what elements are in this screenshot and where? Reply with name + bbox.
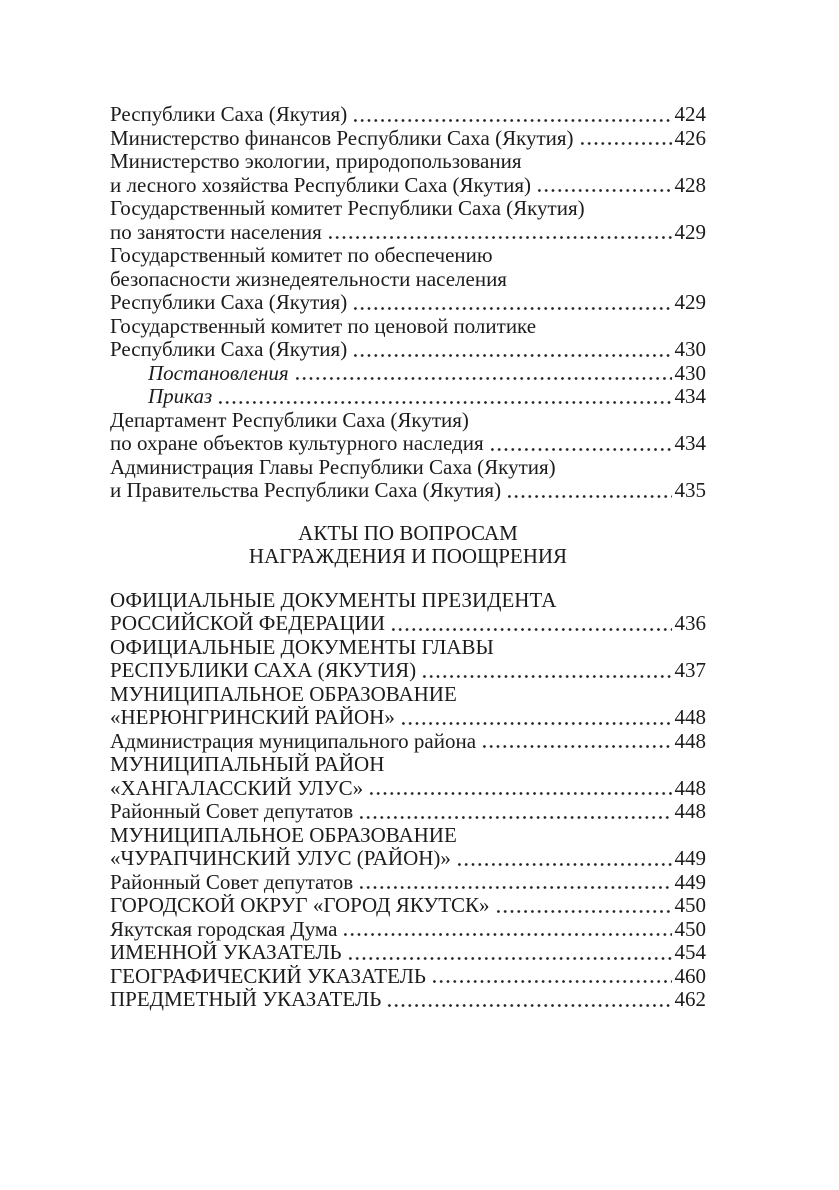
toc-entry-line xyxy=(110,965,706,989)
toc-entry-text: по занятости населения xyxy=(110,219,322,244)
toc-entry-line xyxy=(110,589,706,613)
dot-leader xyxy=(294,376,672,381)
dot-leader xyxy=(352,353,671,358)
toc-entry-line xyxy=(110,659,706,683)
toc-entry-text: Республики Саха (Якутия) xyxy=(110,337,348,361)
toc-entry-text: РЕСПУБЛИКИ САХА (ЯКУТИЯ) xyxy=(110,658,417,682)
toc-entry-page-number: 428 xyxy=(674,172,706,197)
toc-entry-line xyxy=(110,103,706,127)
toc-entry-text: МУНИЦИПАЛЬНОЕ ОБРАЗОВАНИЕ xyxy=(110,822,457,847)
toc-entry-line xyxy=(110,730,706,754)
toc-entry-line xyxy=(110,918,706,942)
toc-entry-line xyxy=(110,244,706,268)
toc-section-awards xyxy=(110,589,706,1012)
toc-entry-text: Государственный комитет по обеспечению xyxy=(110,243,493,267)
toc-entry-line xyxy=(110,409,706,433)
toc-entry-page-number: 434 xyxy=(674,431,706,455)
dot-leader xyxy=(217,400,671,405)
toc-entry-line xyxy=(110,706,706,730)
toc-entry-line xyxy=(110,636,706,660)
toc-entry-text: Приказ xyxy=(148,384,213,408)
toc-entry-text: Министерство финансов Республики Саха (Якутия) xyxy=(110,125,574,150)
toc-entry-line xyxy=(110,894,706,918)
toc-entry-page-number: 437 xyxy=(674,658,706,682)
toc-entry-page-number: 449 xyxy=(674,846,706,870)
toc-entry-line xyxy=(110,291,706,315)
toc-entry-line xyxy=(110,174,706,198)
dot-leader xyxy=(327,235,672,240)
toc-entry-text: «НЕРЮНГРИНСКИЙ РАЙОН» xyxy=(110,705,395,729)
dot-leader xyxy=(358,815,671,820)
toc-entry-text: по охране объектов культурного наследия xyxy=(110,431,484,455)
dot-leader xyxy=(481,744,671,749)
toc-entry-text: Департамент Республики Саха (Якутия) xyxy=(110,407,469,432)
dot-leader xyxy=(506,494,671,499)
dot-leader xyxy=(400,721,672,726)
toc-entry-line xyxy=(110,432,706,456)
toc-entry-line xyxy=(110,753,706,777)
dot-leader xyxy=(352,306,671,311)
dot-leader xyxy=(390,627,672,632)
toc-entry-page-number: 436 xyxy=(674,611,706,635)
toc-entry-text: и Правительства Республики Саха (Якутия) xyxy=(110,478,502,502)
toc-entry-line xyxy=(110,150,706,174)
dot-leader xyxy=(368,791,671,796)
toc-entry-page-number: 429 xyxy=(674,219,706,244)
dot-leader xyxy=(431,979,672,984)
dot-leader xyxy=(358,885,671,890)
dot-leader xyxy=(536,188,671,193)
toc-entry-text: Государственный комитет Республики Саха (Якутия) xyxy=(110,196,585,220)
toc-entry-page-number: 429 xyxy=(674,290,706,314)
toc-entry-line xyxy=(110,456,706,480)
toc-entry-page-number: 448 xyxy=(674,728,706,753)
toc-entry-text: Районный Совет депутатов xyxy=(110,869,354,894)
toc-entry-text: безопасности жизнедеятельности населения xyxy=(110,266,507,291)
dot-leader xyxy=(386,1003,671,1008)
toc-entry-text: РОССИЙСКОЙ ФЕДЕРАЦИИ xyxy=(110,611,385,635)
toc-entry-page-number: 448 xyxy=(674,799,706,823)
toc-section-government-bodies xyxy=(110,103,706,503)
toc-entry-page-number: 434 xyxy=(674,384,706,408)
toc-entry-line xyxy=(110,127,706,151)
toc-entry-page-number: 462 xyxy=(674,987,706,1011)
toc-entry-page-number: 454 xyxy=(674,940,706,964)
toc-entry-text: ИМЕННОЙ УКАЗАТЕЛЬ xyxy=(110,940,342,964)
dot-leader xyxy=(421,674,671,679)
toc-entry-page-number: 430 xyxy=(674,360,706,385)
toc-entry-text: Республики Саха (Якутия) xyxy=(110,102,348,126)
dot-leader xyxy=(347,956,672,961)
dot-leader xyxy=(342,932,671,937)
toc-entry-line xyxy=(110,941,706,965)
dot-leader xyxy=(579,141,672,146)
toc-entry-text: Постановления xyxy=(148,360,289,385)
toc-entry-line xyxy=(110,683,706,707)
toc-entry-text: Администрация муниципального района xyxy=(110,728,477,753)
toc-entry-text: ПРЕДМЕТНЫЙ УКАЗАТЕЛЬ xyxy=(110,987,382,1011)
toc-entry-line xyxy=(110,847,706,871)
toc-entry-line xyxy=(110,268,706,292)
toc-entry-line xyxy=(110,338,706,362)
toc-entry-page-number: 450 xyxy=(674,916,706,941)
section-heading xyxy=(110,522,706,569)
toc-entry-page-number: 424 xyxy=(674,102,706,126)
toc-entry-text: Районный Совет депутатов xyxy=(110,799,354,823)
toc-entry-text: МУНИЦИПАЛЬНЫЙ РАЙОН xyxy=(110,752,385,776)
toc-entry-text: ГОРОДСКОЙ ОКРУГ «ГОРОД ЯКУТСК» xyxy=(110,893,490,917)
toc-entry-line xyxy=(110,385,706,409)
toc-entry-page-number: 450 xyxy=(674,893,706,917)
toc-entry-line xyxy=(110,988,706,1012)
toc-entry-text: ОФИЦИАЛЬНЫЕ ДОКУМЕНТЫ ПРЕЗИДЕНТА xyxy=(110,587,557,612)
toc-entry-text: ГЕОГРАФИЧЕСКИЙ УКАЗАТЕЛЬ xyxy=(110,963,426,988)
dot-leader xyxy=(495,909,672,914)
toc-entry-line xyxy=(110,197,706,221)
toc-entry-line xyxy=(110,362,706,386)
toc-entry-text: Якутская городская Дума xyxy=(110,916,338,941)
toc-entry-page-number: 435 xyxy=(674,478,706,502)
toc-entry-text: Администрация Главы Республики Саха (Якутия) xyxy=(110,454,556,479)
section-heading-line-2: НАГРАЖДЕНИЯ И ПООЩРЕНИЯ xyxy=(248,544,568,568)
toc-entry-page-number: 430 xyxy=(674,337,706,361)
toc-entry-line xyxy=(110,221,706,245)
toc-entry-text: «ЧУРАПЧИНСКИЙ УЛУС (РАЙОН)» xyxy=(110,846,451,870)
dot-leader xyxy=(489,447,672,452)
dot-leader xyxy=(456,862,672,867)
toc-entry-line xyxy=(110,612,706,636)
toc-entry-text: Министерство экологии, природопользования xyxy=(110,149,522,173)
dot-leader xyxy=(352,118,671,123)
toc-entry-page-number: 448 xyxy=(674,705,706,729)
section-heading-line-1: АКТЫ ПО ВОПРОСАМ xyxy=(298,520,518,545)
toc-entry-text: и лесного хозяйства Республики Саха (Якутия) xyxy=(110,172,532,197)
toc-entry-page-number: 460 xyxy=(674,963,706,988)
toc-entry-text: ОФИЦИАЛЬНЫЕ ДОКУМЕНТЫ ГЛАВЫ xyxy=(110,634,494,659)
toc-entry-page-number: 448 xyxy=(674,775,706,800)
toc-entry-text: «ХАНГАЛАССКИЙ УЛУС» xyxy=(110,775,364,800)
table-of-contents xyxy=(110,103,706,1012)
toc-entry-line xyxy=(110,479,706,503)
toc-entry-text: Государственный комитет по ценовой политике xyxy=(110,313,537,338)
toc-entry-page-number: 426 xyxy=(674,125,706,150)
toc-entry-line xyxy=(110,315,706,339)
toc-entry-line xyxy=(110,824,706,848)
toc-entry-line xyxy=(110,871,706,895)
toc-entry-text: МУНИЦИПАЛЬНОЕ ОБРАЗОВАНИЕ xyxy=(110,681,457,706)
toc-entry-line xyxy=(110,777,706,801)
toc-entry-text: Республики Саха (Якутия) xyxy=(110,290,348,314)
toc-entry-page-number: 449 xyxy=(674,869,706,894)
toc-entry-line xyxy=(110,800,706,824)
